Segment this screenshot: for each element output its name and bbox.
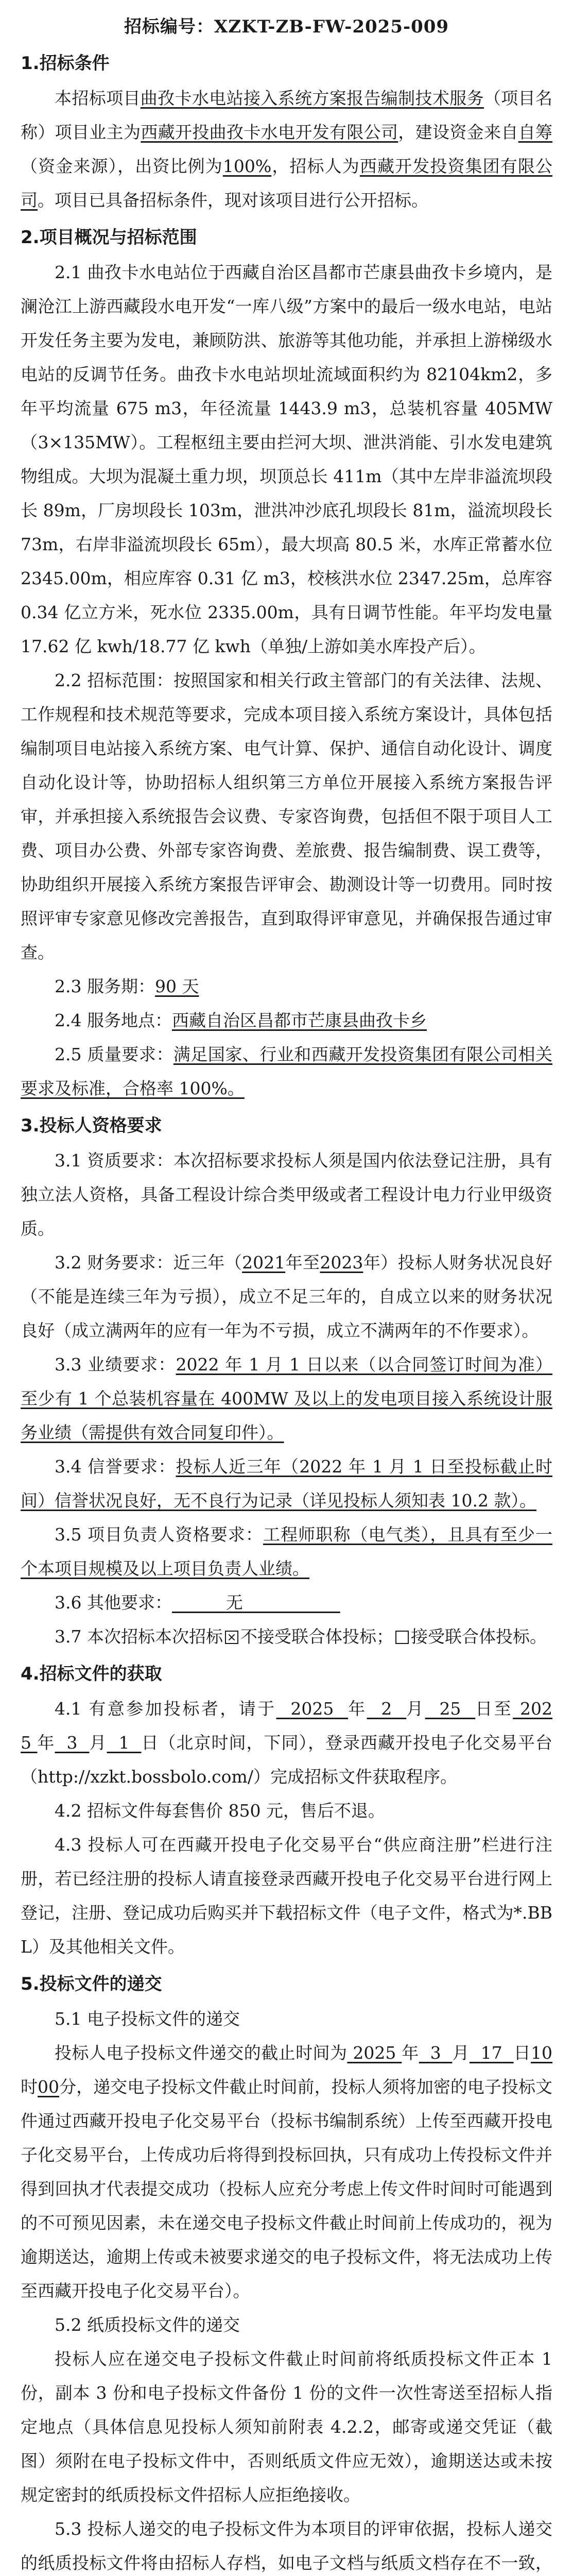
section-2-4-paragraph: 2.4 服务地点：西藏自治区昌都市芒康县曲孜卡乡 [55, 1010, 427, 1030]
section-4-3-paragraph: 4.3 投标人可在西藏开投电子化交易平台“供应商注册”栏进行注册，若已经注册的投标人请直接登录西藏开投电子化交易平台进行网上登记，注册、登记成功后购买并下载招标文件（电子文件，格式为*.BBL）及其他相关文件。 [21, 1835, 552, 1957]
section-5-2-paragraph: 投标人应在递交电子投标文件截止时间前将纸质投标文件正本 1 份，副本 3 份和电子投标文件备份 1 份的文件一次性寄送至招标人指定地点（具体信息见投标人须知前附表 4.2.2，邮寄或递交凭证（截图）须附在电子投标文件中，否则纸质文件应无效），逾期送达或未按规定密封的纸质投标文件招标人应拒绝接收。 [21, 2349, 552, 2505]
tender-number: 招标编号：XZKT-ZB-FW-2025-009 [124, 16, 449, 37]
section-2-2-paragraph: 2.2 招标范围：按照国家和相关行政主管部门的有关法律、法规、工作规程和技术规范等要求，完成本项目接入系统方案设计，具体包括编制项目电站接入系统方案、电气计算、保护、通信自动化设计、调度自动化设计等，协助招标人组织第三方单位开展接入系统方案报告评审，并承担接入系统报告会议费、专家咨询费，包括但不限于项目人工费、项目办公费、外部专家咨询费、差旅费、报告编制费、误工费等，协助组织开展接入系统方案报告评审会、勘测设计等一切费用。同时按照评审专家意见修改完善报告，直到取得评审意见，并确保报告通过审查。 [21, 670, 552, 962]
section-5-3-paragraph: 5.3 投标人递交的电子投标文件为本项目的评审依据，投标人递交的纸质投标文件将由招标人存档，如电子文档与纸质文档存在不一致， [21, 2519, 552, 2573]
section-1-heading: 1.招标条件 [21, 53, 110, 74]
section-5-1-paragraph: 投标人电子投标文件递交的截止时间为 2025 年 3 月 17 日10时00分，递交电子投标文件截止时间前，投标人须将加密的电子投标文件通过西藏开投电子化交易平台（投标书编制系统）上传至西藏开投电子化交易平台，上传成功后将得到投标回执，只有成功上传投标文件并得到回执才代表提交成功（投标人应充分考虑上传文件时间时可能遇到的不可预见因素，未在递交电子投标文件截止时间前上传成功的，视为逾期送达，逾期上传或未被要求递交的电子投标文件，将无法成功上传至西藏开投电子化交易平台）。 [21, 2043, 553, 2301]
section-4-1-paragraph: 4.1 有意参加投标者，请于 2025 年 2 月 25 日至 2025 年 3 月 1 日（北京时间，下同），登录西藏开投电子化交易平台（http://xzkt.bossbolo.com/）完成招标文件获取程序。 [21, 1699, 553, 1787]
section-3-5-paragraph: 3.5 项目负责人资格要求：工程师职称（电气类），且具有至少一个本项目规模及以上项目负责人业绩。 [21, 1524, 552, 1579]
section-3-7-paragraph: 3.7 本次招标本次招标 不接受联合体投标； 接受联合体投标。 [55, 1626, 547, 1647]
section-3-1-paragraph: 3.1 资质要求：本次招标要求投标人须是国内依法登记注册，具有独立法人资格，具备工程设计综合类甲级或者工程设计电力行业甲级资质。 [21, 1150, 552, 1239]
section-3-2-paragraph: 3.2 财务要求：近三年（2021年至2023年）投标人财务状况良好（不能是连续三年为亏损），成立不足三年的，自成立以来的财务状况良好（成立满两年的应有一年为不亏损，成立不满两年的不作要求）。 [21, 1252, 553, 1341]
checkbox-consortium [395, 1631, 409, 1644]
section-2-5-paragraph: 2.5 质量要求：满足国家、行业和西藏开发投资集团有限公司相关要求及标准，合格率 100%。 [21, 1044, 552, 1098]
section-4-2-paragraph: 4.2 招标文件每套售价 850 元，售后不退。 [55, 1801, 385, 1821]
section-4-heading: 4.招标文件的获取 [21, 1664, 162, 1684]
section-2-3-paragraph: 2.3 服务期：90 天 [55, 976, 199, 996]
section-3-heading: 3.投标人资格要求 [21, 1115, 162, 1136]
section-3-4-paragraph: 3.4 信誉要求：投标人近三年（2022 年 1 月 1 日至投标截止时间）信誉状况良好，无不良行为记录（详见投标人须知表 10.2 款）。 [21, 1456, 552, 1511]
section-2-heading: 2.项目概况与招标范围 [21, 227, 197, 248]
section-3-6-paragraph: 3.6 其他要求： 无 [55, 1592, 243, 1613]
section-3-3-paragraph: 3.3 业绩要求：2022 年 1 月 1 日以来（以合同签订时间为准）至少有 1 个总装机容量在 400MW 及以上的发电项目接入系统设计服务业绩（需提供有效合同复印件）。 [21, 1354, 552, 1443]
section-5-2-heading: 5.2 纸质投标文件的递交 [55, 2315, 240, 2335]
section-2-1-paragraph: 2.1 曲孜卡水电站位于西藏自治区昌都市芒康县曲孜卡乡境内，是澜沧江上游西藏段水电开发“一库八级”方案中的最后一级水电站，电站开发任务主要为发电，兼顾防洪、旅游等其他功能，并承担上游梯级水电站的反调节任务。曲孜卡水电站坝址流域面积约为 82104km2，多年平均流量 675 m3，年径流量 1443.9 m3，总装机容量 405MW（3×135MW）。工程枢纽主要由拦河大坝、泄洪消能、引水发电建筑物组成。大坝为混凝土重力坝，坝顶总长 411m（其中左岸非溢流坝段长 89m，厂房坝段长 103m，泄洪冲沙底孔坝段长 81m，溢流坝段长 73m，右岸非溢流坝段长 65m），最大坝高 80.5 米，水库正常蓄水位 2345.00m，相应库容 0.31 亿 m3，校核洪水位 2347.25m，总库容 0.34 亿立方米，死水位 2335.00m，具有日调节性能。年平均发电量 17.62 亿 kwh/18.77 亿 kwh（单独/上游如美水库投产后）。 [21, 262, 552, 656]
section-5-1-heading: 5.1 电子投标文件的递交 [55, 2009, 240, 2029]
section-1-paragraph: 本招标项目曲孜卡水电站接入系统方案报告编制技术服务（项目名称）项目业主为西藏开投曲孜卡水电开发有限公司，建设资金来自自筹（资金来源），出资比例为100%，招标人为西藏开发投资集团有限公司。项目已具备招标条件，现对该项目进行公开招标。 [21, 88, 553, 210]
checkbox-no-consortium [225, 1631, 238, 1644]
section-5-heading: 5.投标文件的递交 [21, 1974, 162, 1994]
